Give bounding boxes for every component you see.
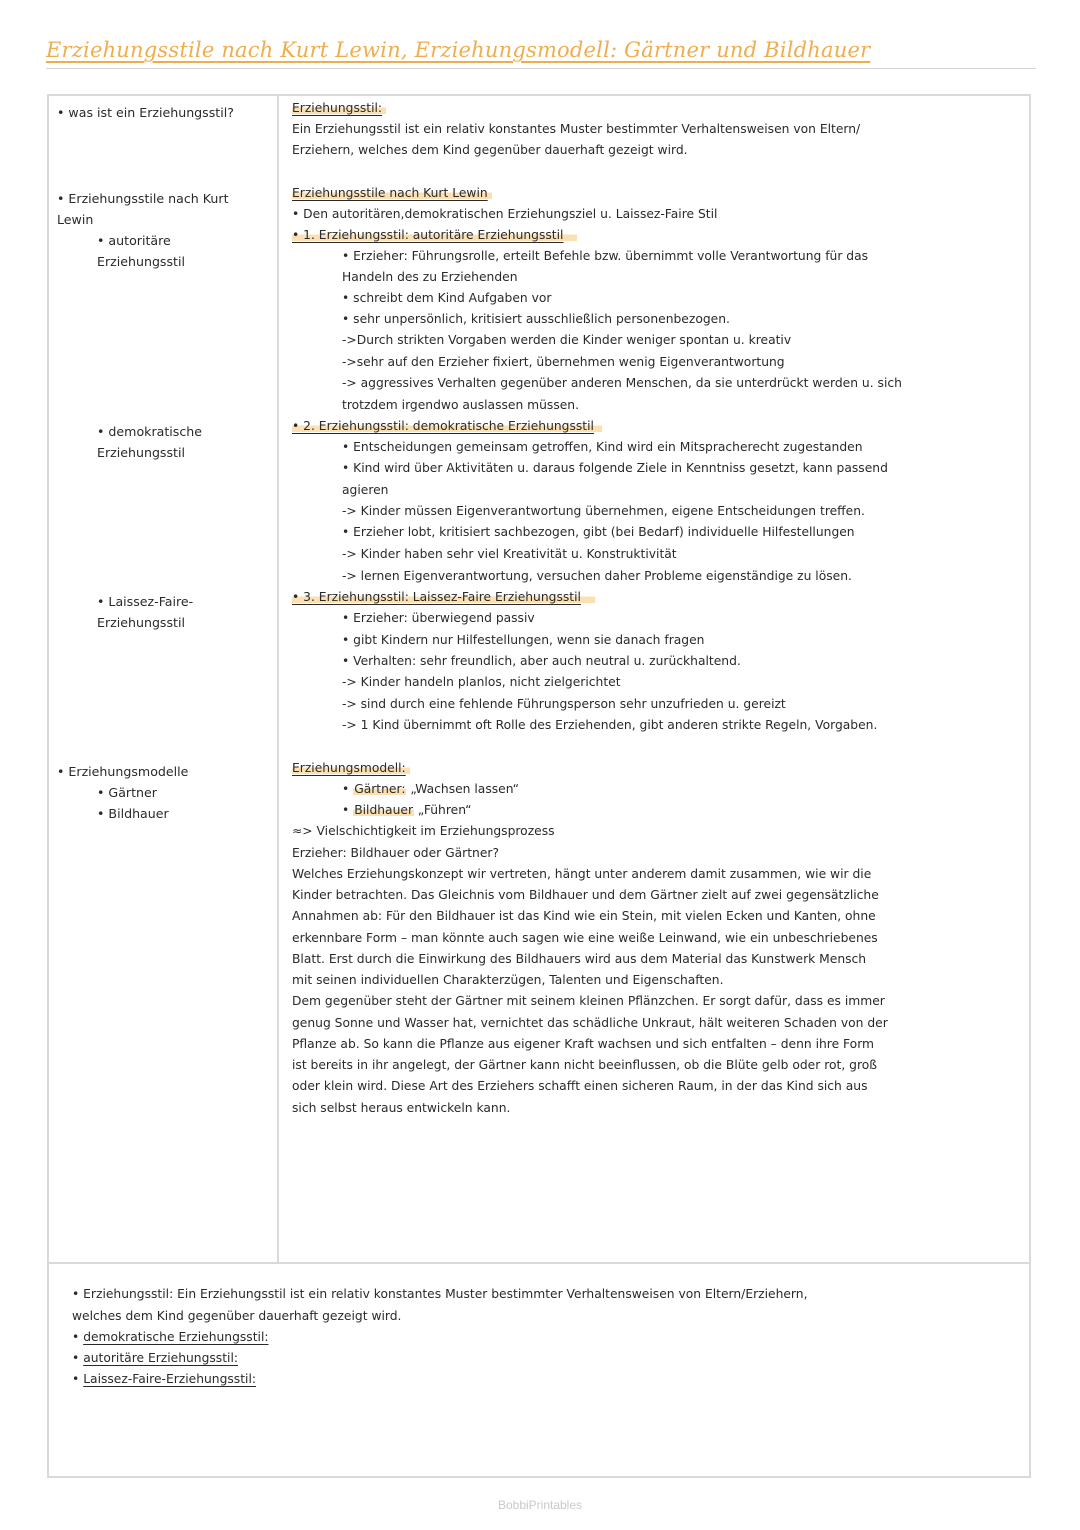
model-gaertner-row: [342, 779, 519, 800]
style1-line: ->Durch strikten Vorgaben werden die Kinder weniger spontan u. kreativ: [342, 333, 792, 347]
summary-line: • Erziehungsstil: Ein Erziehungsstil ist ein relativ konstantes Muster bestimmter Verhaltensweisen von Eltern/Erziehern,: [72, 1287, 808, 1301]
model-bildhauer-text: „Führen“: [414, 803, 472, 817]
model-line: mit seinen individuellen Charakterzügen, Talenten und Eigenschaften.: [292, 973, 724, 987]
cue-demokratisch-line2: Erziehungsstil: [97, 445, 185, 460]
model-line: oder klein wird. Diese Art des Erziehers schafft einen sicheren Raum, in der das Kind sich aus: [292, 1079, 868, 1093]
style3-heading-wrapper: [292, 587, 595, 608]
style2-line: • Kind wird über Aktivitäten u. daraus folgende Ziele in Kenntniss gesetzt, kann passend: [342, 461, 888, 475]
style3-line: -> 1 Kind übernimmt oft Rolle des Erziehenden, gibt anderen strikte Regeln, Vorgaben.: [342, 718, 878, 732]
model-line: Kinder betrachten. Das Gleichnis vom Bildhauer und dem Gärtner zielt auf zwei gegensätzliche: [292, 888, 879, 902]
cue-laissez-faire-line2: Erziehungsstil: [97, 615, 185, 630]
style2-heading-wrapper: [292, 416, 602, 437]
definition-heading: Erziehungsstil:: [292, 101, 386, 115]
page-title-wrapper: [46, 38, 1036, 69]
model-line: Blatt. Erst durch die Einwirkung des Bildhauers wird aus dem Material das Kunstwerk Mensch: [292, 952, 867, 966]
model-heading: Erziehungsmodell:: [292, 761, 410, 775]
bullet: •: [72, 1330, 80, 1344]
style2-line: -> Kinder müssen Eigenverantwortung übernehmen, eigene Entscheidungen treffen.: [342, 504, 865, 518]
model-line: ≈> Vielschichtigkeit im Erziehungsprozess: [292, 824, 555, 838]
page-title: Erziehungsstile nach Kurt Lewin, Erziehungsmodell: Gärtner und Bildhauer: [46, 38, 871, 62]
summary-item-label: demokratische Erziehungsstil:: [83, 1330, 269, 1344]
cue-gaertner: • Gärtner: [97, 785, 157, 800]
style1-heading-wrapper: [292, 225, 577, 246]
model-line: ist bereits in ihr angelegt, der Gärtner kann nicht beeinflussen, ob die Blüte gelb oder rot, groß: [292, 1058, 878, 1072]
model-line: erkennbare Form – man könnte auch sagen wie eine weiße Leinwand, wie ein unbeschriebenes: [292, 931, 878, 945]
style1-line: -> aggressives Verhalten gegenüber anderen Menschen, da sie unterdrückt werden u. sich: [342, 376, 902, 390]
style2-heading: • 2. Erziehungsstil: demokratische Erziehungsstil: [292, 419, 602, 433]
summary-item-label: Laissez-Faire-Erziehungsstil:: [83, 1372, 257, 1386]
model-line: Welches Erziehungskonzept wir vertreten, hängt unter anderem damit zusammen, wie wir die: [292, 867, 872, 881]
model-gaertner-label: Gärtner:: [354, 782, 406, 796]
cue-autoritaer-line2: Erziehungsstil: [97, 254, 185, 269]
model-line: Erzieher: Bildhauer oder Gärtner?: [292, 846, 499, 860]
cue-question-erziehungsstil: • was ist ein Erziehungsstil?: [57, 105, 234, 120]
summary-item-laissez-faire: [72, 1369, 256, 1390]
model-gaertner-text: „Wachsen lassen“: [406, 782, 519, 796]
style2-line: agieren: [342, 483, 389, 497]
model-line: Pflanze ab. So kann die Pflanze aus eigener Kraft wachsen und sich entfalten – denn ihre Form: [292, 1037, 875, 1051]
style1-line: ->sehr auf den Erzieher fixiert, übernehmen wenig Eigenverantwortung: [342, 355, 785, 369]
definition-line: Ein Erziehungsstil ist ein relativ konstantes Muster bestimmter Verhaltensweisen von Eltern/: [292, 122, 861, 136]
style1-line: • Erzieher: Führungsrolle, erteilt Befehle bzw. übernimmt volle Verantwortung für das: [342, 249, 869, 263]
cue-demokratisch-line1: • demokratische: [97, 424, 202, 439]
cue-lewin-line2: Lewin: [57, 212, 94, 227]
cue-erziehungsmodelle: • Erziehungsmodelle: [57, 764, 189, 779]
model-bildhauer-label: Bildhauer: [354, 803, 414, 817]
style1-heading: • 1. Erziehungsstil: autoritäre Erziehungsstil: [292, 228, 577, 242]
style1-line: trotzdem irgendwo auslassen müssen.: [342, 398, 580, 412]
model-line: genug Sonne und Wasser hat, vernichtet das schädliche Unkraut, hält weiteren Schaden von der: [292, 1016, 888, 1030]
style3-line: • gibt Kindern nur Hilfestellungen, wenn sie danach fragen: [342, 633, 705, 647]
lewin-intro: • Den autoritären,demokratischen Erziehungsziel u. Laissez-Faire Stil: [292, 207, 718, 221]
footer-brand: BobbiPrintables: [497, 1498, 583, 1512]
cue-lewin-line1: • Erziehungsstile nach Kurt: [57, 191, 229, 206]
lewin-heading-wrapper: [292, 183, 492, 204]
model-line: Dem gegenüber steht der Gärtner mit seinem kleinen Pflänzchen. Er sorgt dafür, dass es immer: [292, 994, 885, 1008]
model-line: sich selbst heraus entwickeln kann.: [292, 1101, 511, 1115]
style3-line: -> sind durch eine fehlende Führungsperson sehr unzufrieden u. gereizt: [342, 697, 786, 711]
cue-bildhauer: • Bildhauer: [97, 806, 169, 821]
style3-line: -> Kinder handeln planlos, nicht zielgerichtet: [342, 675, 621, 689]
model-bildhauer-row: [342, 800, 471, 821]
bullet: •: [342, 782, 350, 796]
style2-line: -> Kinder haben sehr viel Kreativität u. Konstruktivität: [342, 547, 677, 561]
style2-line: -> lernen Eigenverantwortung, versuchen daher Probleme eigenständige zu lösen.: [342, 569, 852, 583]
summary-item-autoritaer: [72, 1348, 238, 1369]
cue-laissez-faire-line1: • Laissez-Faire-: [97, 594, 194, 609]
definition-heading-wrapper: [292, 98, 386, 119]
model-heading-wrapper: [292, 758, 410, 779]
bullet: •: [72, 1351, 80, 1365]
style3-line: • Verhalten: sehr freundlich, aber auch neutral u. zurückhaltend.: [342, 654, 741, 668]
definition-line: Erziehern, welches dem Kind gegenüber dauerhaft gezeigt wird.: [292, 143, 688, 157]
style2-line: • Erzieher lobt, kritisiert sachbezogen, gibt (bei Bedarf) individuelle Hilfestellungen: [342, 525, 855, 539]
style3-line: • Erzieher: überwiegend passiv: [342, 611, 535, 625]
style1-line: • sehr unpersönlich, kritisiert ausschließlich personenbezogen.: [342, 312, 730, 326]
style1-line: • schreibt dem Kind Aufgaben vor: [342, 291, 552, 305]
lewin-heading: Erziehungsstile nach Kurt Lewin: [292, 186, 492, 200]
cue-autoritaer-line1: • autoritäre: [97, 233, 171, 248]
style3-heading: • 3. Erziehungsstil: Laissez-Faire Erziehungsstil: [292, 590, 595, 604]
style1-line: Handeln des zu Erziehenden: [342, 270, 518, 284]
model-line: Annahmen ab: Für den Bildhauer ist das Kind wie ein Stein, mit vielen Ecken und Kanten, ohne: [292, 909, 876, 923]
summary-item-demokratisch: [72, 1327, 269, 1348]
bullet: •: [72, 1372, 80, 1386]
summary-line: welches dem Kind gegenüber dauerhaft gezeigt wird.: [72, 1309, 402, 1323]
style2-line: • Entscheidungen gemeinsam getroffen, Kind wird ein Mitspracherecht zugestanden: [342, 440, 863, 454]
cue-column-divider: [277, 94, 279, 1264]
bullet: •: [342, 803, 350, 817]
summary-item-label: autoritäre Erziehungsstil:: [83, 1351, 239, 1365]
